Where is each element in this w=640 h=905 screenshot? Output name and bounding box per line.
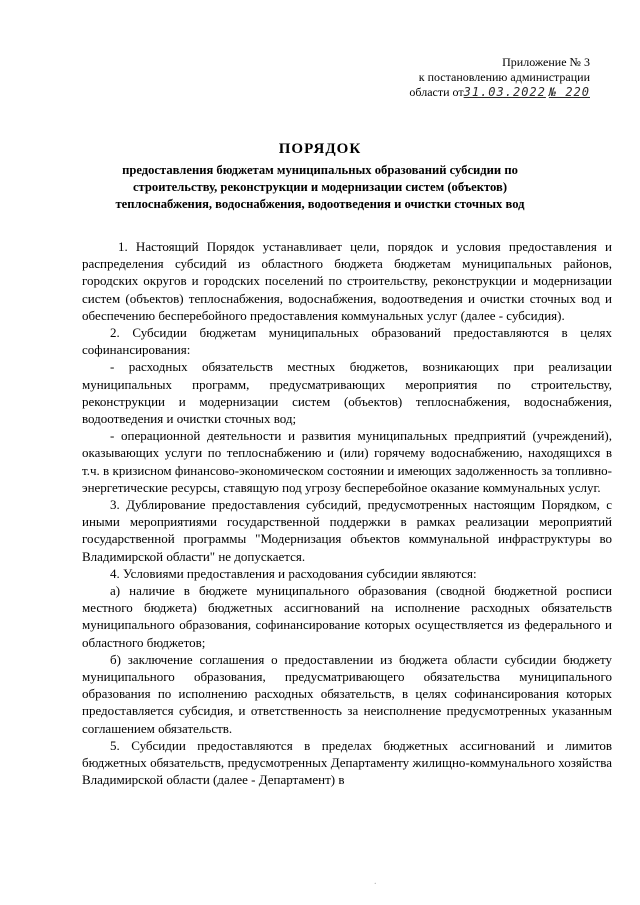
appendix-date-line	[350, 85, 590, 100]
paragraph-4-item-a: а) наличие в бюджете муниципального образования (сводной бюджетной росписи местного бюджета) бюджетных ассигнований на исполнение расходных обязательств муниципального образования, софинансирование которых осуществляется из федерального и областного бюджетов;	[82, 583, 612, 650]
paragraph-2-item-2: - операционной деятельности и развития муниципальных предприятий (учреждений), оказывающих услуги по теплоснабжению и (или) горячему водоснабжению, находящихся в т.ч. в кризисном финансово-экономическом состоянии и имеющих задолженность за топливно-энергетические ресурсы, ставящую под угрозу бесперебойное оказание коммунальных услуг.	[82, 428, 612, 495]
paragraph-4: 4. Условиями предоставления и расходования субсидии являются:	[110, 565, 477, 581]
document-subtitle	[0, 162, 640, 213]
appendix-reference: к постановлению администрации	[418, 70, 590, 84]
page-mark: .	[374, 876, 377, 887]
subtitle-line: предоставления бюджетам муниципальных образований субсидии по	[122, 163, 518, 177]
paragraph-2: 2. Субсидии бюджетам муниципальных образований предоставляются в целях софинансирования:	[82, 325, 612, 358]
subtitle-line: теплоснабжения, водоснабжения, водоотведения и очистки сточных вод	[115, 197, 525, 211]
document-body	[82, 238, 612, 789]
document-title: ПОРЯДОК	[278, 141, 362, 157]
subtitle-line: строительству, реконструкции и модернизации систем (объектов)	[132, 180, 508, 194]
appendix-date-prefix: области от	[409, 85, 464, 99]
title-block	[0, 140, 640, 213]
paragraph-5: 5. Субсидии предоставляются в пределах бюджетных ассигнований и лимитов бюджетных обязательств, предусмотренных Департаменту жилищно-коммунального хозяйства Владимирской области (далее - Департамент) в	[82, 737, 612, 788]
paragraph-3: 3. Дублирование предоставления субсидий, предусмотренных настоящим Порядком, с иными мероприятиями государственной поддержки в рамках реализации мероприятий государственной программы "Модернизация объектов коммунальной инфраструктуры во Владимирской области" не допускается.	[82, 497, 612, 564]
paragraph-1: 1. Настоящий Порядок устанавливает цели, порядок и условия предоставления и распределения субсидий из областного бюджета бюджетам муниципальных районов, городских округов и городских поселений по строительству, реконструкции и модернизации систем (объектов) теплоснабжения, водоснабжения, водоотведения и очистки сточных вод и обеспечению бесперебойного предоставления коммунальных услуг (далее - субсидия).	[82, 239, 612, 323]
paragraph-2-item-1: - расходных обязательств местных бюджетов, возникающих при реализации муниципальных программ, предусматривающих мероприятия по строительству, реконструкции и модернизации систем (объектов) теплоснабжения, водоснабжения, водоотведения и очистки сточных вод;	[82, 359, 612, 427]
paragraph-4-item-b: б) заключение соглашения о предоставлении из бюджета области субсидии бюджету муниципального образования, предусматривающего обязательства муниципального образования по исполнению расходных обязательств, в целях софинансирования которых предоставляется субсидия, и ответственность за неисполнение предусмотренных указанным соглашением обязательств.	[82, 651, 612, 736]
appendix-header	[350, 55, 590, 100]
appendix-label: Приложение № 3	[502, 55, 590, 69]
appendix-number: № 220	[548, 85, 590, 99]
appendix-date: 31.03.2022	[463, 85, 546, 99]
